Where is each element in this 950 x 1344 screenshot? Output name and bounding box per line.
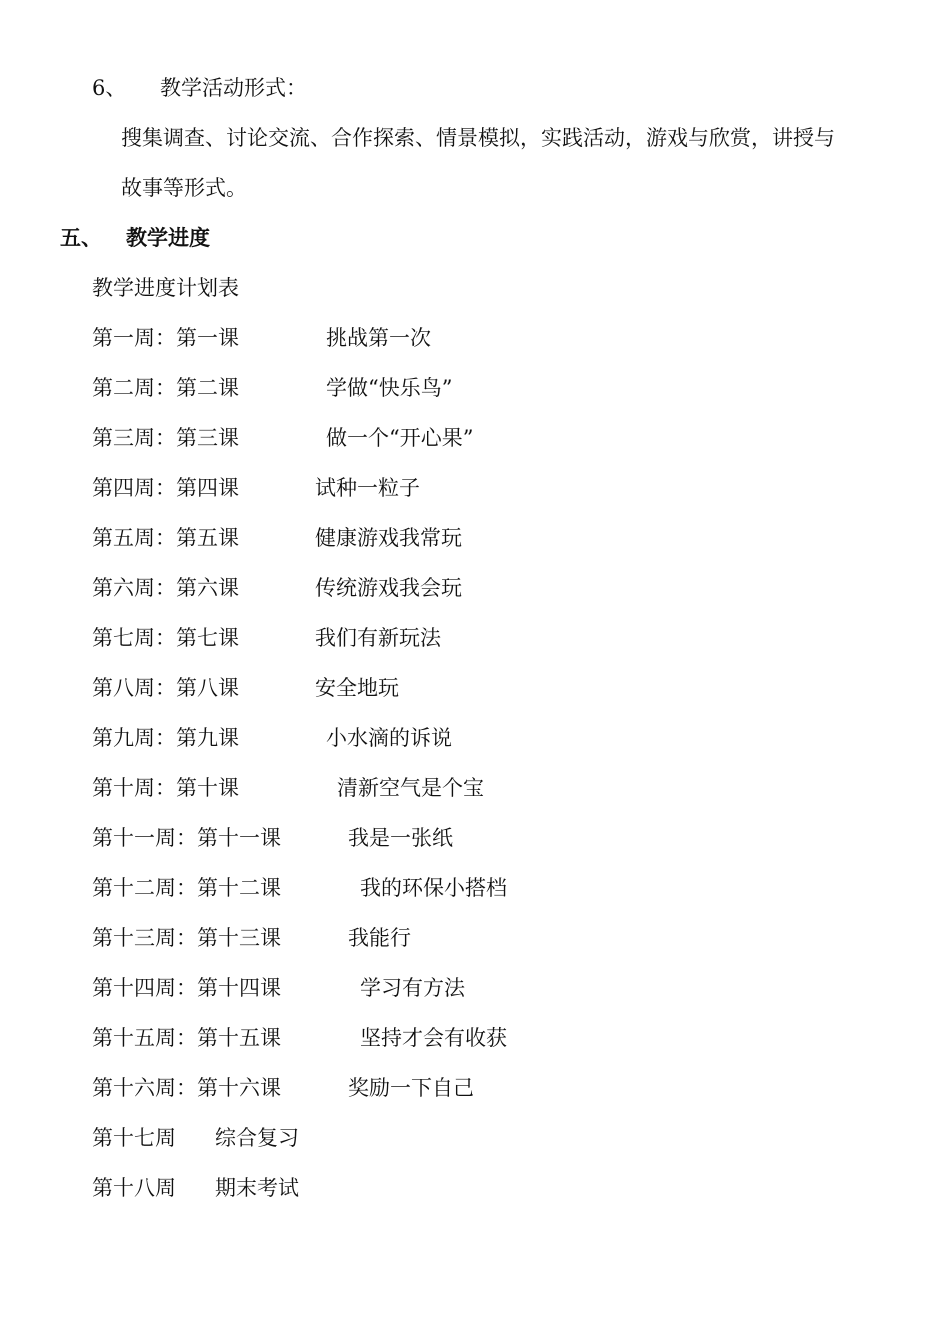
schedule-lesson: 我是一张纸 (348, 826, 453, 850)
schedule-week: 第十八周 (92, 1176, 176, 1200)
schedule-week: 第十三周：第十三课 (92, 926, 281, 950)
schedule-week: 第三周：第三课 (92, 426, 239, 450)
item-body-line: 故事等形式。 (121, 176, 247, 200)
schedule-lesson: 小水滴的诉说 (326, 726, 452, 750)
item-title: 教学活动形式： (160, 76, 307, 100)
schedule-lesson: 试种一粒子 (315, 476, 420, 500)
schedule-week: 第九周：第九课 (92, 726, 239, 750)
schedule-week: 第十六周：第十六课 (92, 1076, 281, 1100)
schedule-lesson: 学做“快乐鸟” (326, 376, 453, 400)
schedule-week: 第十周：第十课 (92, 776, 239, 800)
schedule-week: 第四周：第四课 (92, 476, 239, 500)
section-title: 教学进度 (126, 225, 210, 250)
schedule-lesson: 学习有方法 (360, 976, 465, 1000)
schedule-lesson: 期末考试 (215, 1176, 299, 1200)
schedule-lesson: 安全地玩 (315, 676, 399, 700)
schedule-week: 第十五周：第十五课 (92, 1026, 281, 1050)
schedule-lesson: 挑战第一次 (326, 326, 431, 350)
schedule-lesson: 我的环保小搭档 (360, 876, 507, 900)
schedule-lesson: 坚持才会有收获 (360, 1026, 507, 1050)
schedule-lesson: 奖励一下自己 (348, 1076, 474, 1100)
section-number: 五、 (60, 225, 102, 250)
schedule-lesson: 综合复习 (215, 1126, 299, 1150)
schedule-lesson: 传统游戏我会玩 (315, 576, 462, 600)
schedule-lesson: 清新空气是个宝 (337, 776, 484, 800)
schedule-week: 第一周：第一课 (92, 326, 239, 350)
schedule-week: 第十七周 (92, 1126, 176, 1150)
schedule-lesson: 健康游戏我常玩 (315, 526, 462, 550)
schedule-week: 第十一周：第十一课 (92, 826, 281, 850)
schedule-lesson: 我们有新玩法 (315, 626, 441, 650)
schedule-lesson: 做一个“开心果” (326, 426, 474, 450)
schedule-title: 教学进度计划表 (92, 276, 239, 300)
schedule-week: 第七周：第七课 (92, 626, 239, 650)
schedule-week: 第十二周：第十二课 (92, 876, 281, 900)
schedule-week: 第六周：第六课 (92, 576, 239, 600)
schedule-week: 第十四周：第十四课 (92, 976, 281, 1000)
schedule-week: 第五周：第五课 (92, 526, 239, 550)
schedule-week: 第二周：第二课 (92, 376, 239, 400)
schedule-lesson: 我能行 (348, 926, 411, 950)
schedule-week: 第八周：第八课 (92, 676, 239, 700)
item-body-line: 搜集调查、讨论交流、合作探索、情景模拟，实践活动，游戏与欣赏，讲授与 (121, 126, 835, 150)
item-number: 6、 (92, 76, 127, 100)
